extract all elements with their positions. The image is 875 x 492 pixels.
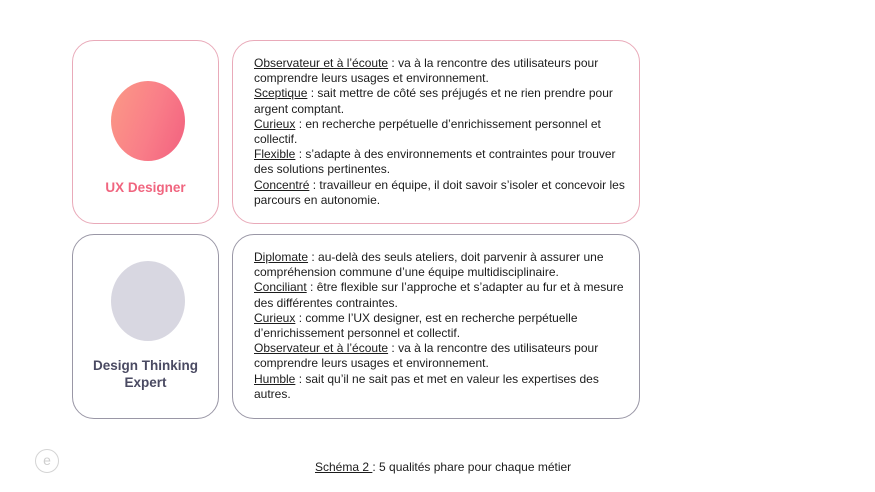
quality-keyword: Curieux [254, 310, 296, 325]
quality-text: : être flexible sur l’approche et s’adapter au fur et à mesure des différentes contraintes. [254, 280, 624, 310]
quality-item [254, 250, 626, 280]
qualities-card-ux-designer [232, 40, 640, 224]
figure-caption [315, 460, 571, 474]
quality-item [254, 86, 626, 116]
quality-text: : travailleur en équipe, il doit savoir s’isoler et concevoir les parcours en autonomie. [254, 177, 625, 207]
quality-text: : va à la rencontre des utilisateurs pour comprendre leurs usages et environnement. [254, 341, 599, 371]
quality-item [254, 311, 626, 341]
quality-item [254, 280, 626, 310]
quality-text: : comme l’UX designer, est en recherche perpétuelle d’enrichissement personnel et collectif. [254, 310, 578, 341]
qualities-list [254, 250, 626, 402]
quality-item [254, 178, 626, 208]
quality-keyword: Conciliant [254, 280, 307, 295]
quality-keyword: Concentré [254, 177, 310, 192]
caption-label: Schéma 2 [315, 460, 373, 474]
quality-keyword: Sceptique [254, 86, 308, 101]
role-card-design-thinking-expert [72, 234, 219, 419]
quality-item [254, 147, 626, 177]
quality-text: : au-delà des seuls ateliers, doit parvenir à assurer une compréhension commune d’une équipe multidisciplinaire. [254, 250, 604, 280]
quality-keyword: Humble [254, 371, 296, 386]
quality-item [254, 372, 626, 402]
quality-text: : sait mettre de côté ses préjugés et ne rien prendre pour argent comptant. [254, 86, 613, 116]
qualities-list [254, 56, 626, 208]
caption-text: : 5 qualités phare pour chaque métier [372, 460, 572, 474]
brand-logo-icon: e [35, 449, 59, 473]
role-name: UX Designer [105, 180, 186, 195]
quality-item [254, 117, 626, 147]
quality-keyword: Curieux [254, 116, 296, 131]
quality-text: : s’adapte à des environnements et contraintes pour trouver des solutions pertinentes. [254, 147, 616, 177]
role-card-ux-designer [72, 40, 219, 224]
design-thinking-circle-icon [111, 261, 185, 341]
ux-designer-circle-icon [111, 81, 185, 161]
role-name: Design Thinking Expert [92, 358, 198, 390]
quality-text: : en recherche perpétuelle d’enrichissement personnel et collectif. [254, 116, 601, 147]
qualities-card-design-thinking-expert [232, 234, 640, 419]
quality-keyword: Diplomate [254, 250, 309, 264]
quality-keyword: Observateur et à l’écoute [254, 56, 389, 70]
quality-keyword: Flexible [254, 147, 296, 162]
quality-item [254, 341, 626, 371]
quality-text: : sait qu’il ne sait pas et met en valeur les expertises des autres. [254, 371, 599, 401]
quality-keyword: Observateur et à l’écoute [254, 341, 389, 356]
quality-item [254, 56, 626, 86]
quality-text: : va à la rencontre des utilisateurs pour comprendre leurs usages et environnement. [254, 56, 599, 86]
